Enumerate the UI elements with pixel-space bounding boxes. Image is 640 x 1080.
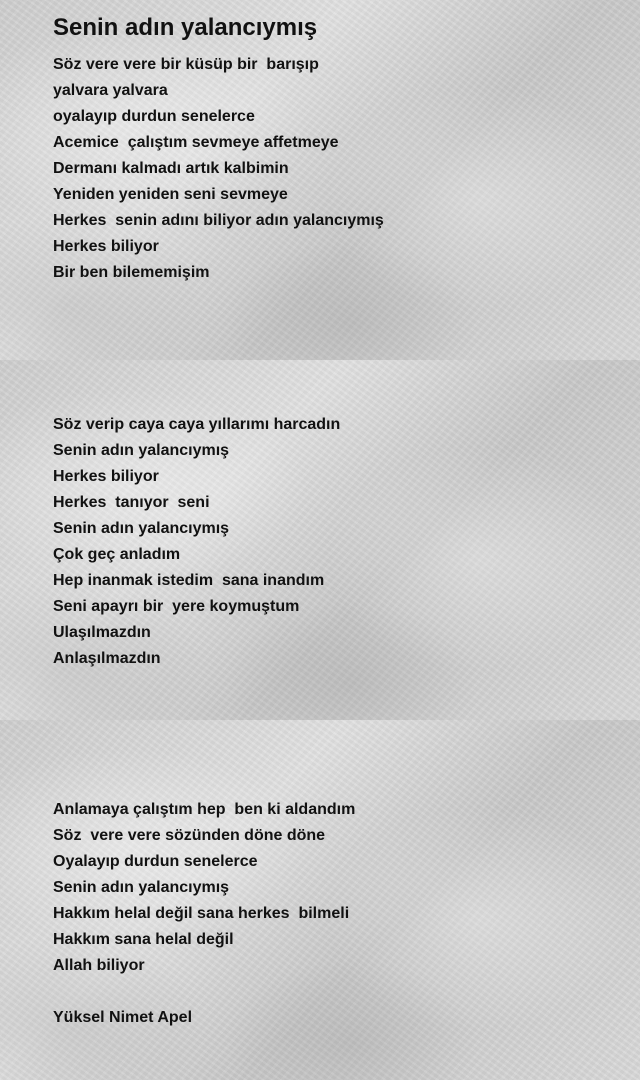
poem-line: Anlamaya çalıştım hep ben ki aldandım	[53, 801, 356, 818]
poem-line: Hakkım sana helal değil	[53, 931, 234, 948]
poem-line: Hep inanmak istedim sana inandım	[53, 572, 325, 589]
poem-line: Senin adın yalancıymış	[53, 879, 230, 896]
poem-line: Allah biliyor	[53, 957, 145, 974]
poem-line: Ulaşılmazdın	[53, 624, 151, 641]
poem-line: Acemice çalıştım sevmeye affetmeye	[53, 134, 339, 151]
stanza-1	[53, 52, 384, 286]
poem-line: Senin adın yalancıymış	[53, 442, 230, 459]
poem-line: Çok geç anladım	[53, 546, 181, 563]
poem-line: Bir ben bilememişim	[53, 264, 210, 281]
poem-line: Oyalayıp durdun senelerce	[53, 853, 258, 870]
poem-title: Senin adın yalancıymış	[53, 14, 318, 41]
poem-panel-2	[0, 360, 640, 720]
poem-line: Söz vere vere sözünden döne döne	[53, 827, 326, 844]
poem-line: Herkes biliyor	[53, 468, 159, 485]
poem-line: Herkes biliyor	[53, 238, 159, 255]
poem-line: Senin adın yalancıymış	[53, 520, 230, 537]
poem-line: Söz vere vere bir küsüp bir barışıp	[53, 56, 319, 73]
poem-line: Seni apayrı bir yere koymuştum	[53, 598, 300, 615]
poem-panel-3	[0, 720, 640, 1080]
stanza-2	[53, 412, 340, 672]
poem-line: Anlaşılmazdın	[53, 650, 161, 667]
poem-author: Yüksel Nimet Apel	[53, 1009, 193, 1026]
poem-line: Yeniden yeniden seni sevmeye	[53, 186, 288, 203]
poem-line: Hakkım helal değil sana herkes bilmeli	[53, 905, 350, 922]
poem-panel-1	[0, 0, 640, 360]
poem-line: oyalayıp durdun senelerce	[53, 108, 255, 125]
stanza-3	[53, 797, 355, 979]
poem-line: Herkes tanıyor seni	[53, 494, 210, 511]
poem-line: Söz verip caya caya yıllarımı harcadın	[53, 416, 341, 433]
poem-line: yalvara yalvara	[53, 82, 168, 99]
poem-line: Herkes senin adını biliyor adın yalancıymış	[53, 212, 384, 229]
poem-line: Dermanı kalmadı artık kalbimin	[53, 160, 289, 177]
